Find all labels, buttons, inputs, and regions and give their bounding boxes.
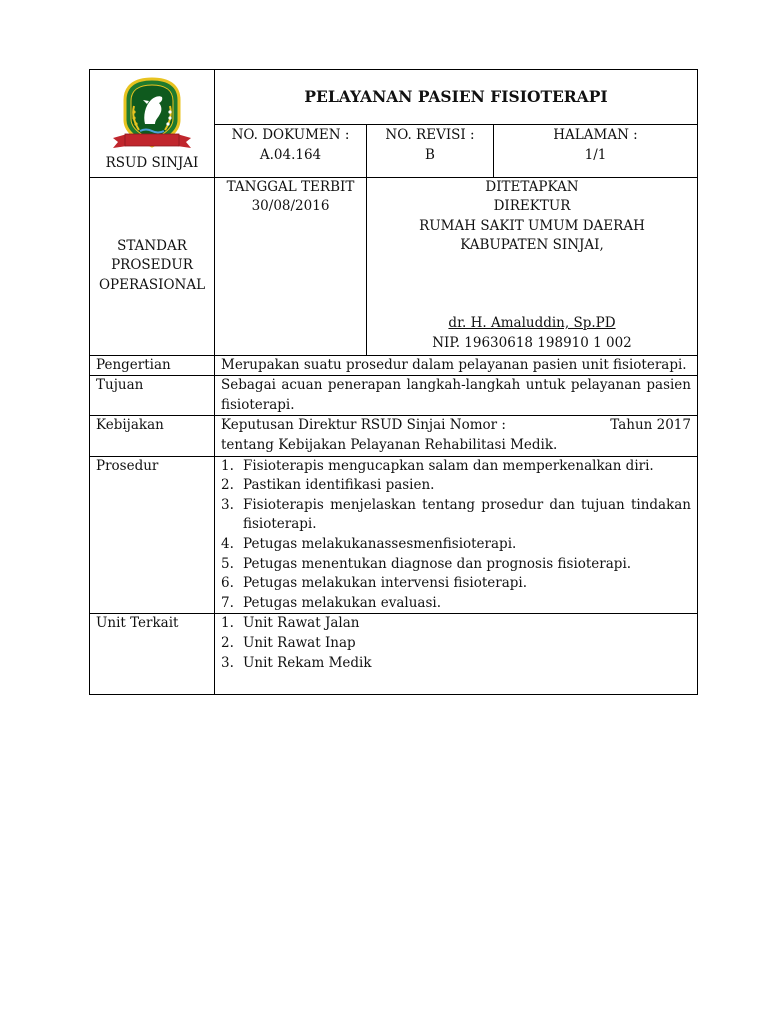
unit-item: 2. Unit Rawat Inap xyxy=(221,634,356,651)
approval-cell xyxy=(367,177,698,355)
issue-date-label: TANGGAL TERBIT xyxy=(226,178,355,195)
sop-document xyxy=(89,69,697,695)
approval-line: KABUPATEN SINJAI, xyxy=(460,237,604,254)
spo-line: PROSEDUR xyxy=(111,257,193,274)
spo-line: STANDAR xyxy=(117,237,187,254)
issue-date-cell xyxy=(215,177,367,355)
rsud-sinjai-logo xyxy=(107,76,197,152)
approval-line: RUMAH SAKIT UMUM DAERAH xyxy=(419,217,645,234)
approval-line: DITETAPKAN xyxy=(485,178,579,195)
procedure-step: 2. Pastikan identifikasi pasien. xyxy=(221,477,435,494)
spo-cell xyxy=(90,177,215,355)
doc-number-cell xyxy=(215,125,367,178)
revision-label: NO. REVISI : xyxy=(385,127,475,143)
unit-list xyxy=(221,614,691,673)
revision-value: B xyxy=(425,146,435,163)
section-text-unit-terkait xyxy=(215,614,698,695)
procedure-step: 7. Petugas melakukan evaluasi. xyxy=(221,594,442,611)
procedure-step: 5. Petugas menentukan diagnose dan prognosis fisioterapi. xyxy=(221,555,632,572)
issue-date: 30/08/2016 xyxy=(251,198,330,215)
hospital-name: RSUD SINJAI xyxy=(105,155,199,171)
page-value: 1/1 xyxy=(584,146,607,163)
spo-line: OPERASIONAL xyxy=(98,276,206,293)
revision-cell xyxy=(367,125,494,178)
section-label-tujuan: Tujuan xyxy=(90,376,215,416)
kebijakan-line-2: tentang Kebijakan Pelayanan Rehabilitasi Medik. xyxy=(221,436,558,453)
section-label-kebijakan: Kebijakan xyxy=(90,416,215,456)
kebijakan-line-1 xyxy=(221,416,691,436)
section-label-unit-terkait: Unit Terkait xyxy=(90,614,215,695)
section-text-kebijakan xyxy=(215,416,698,456)
section-label-pengertian: Pengertian xyxy=(90,355,215,376)
approval-line: DIREKTUR xyxy=(493,198,571,215)
sop-table xyxy=(89,69,698,695)
section-text-prosedur xyxy=(215,456,698,614)
procedure-step: 6. Petugas melakukan intervensi fisioterapi. xyxy=(221,575,528,592)
section-label-prosedur: Prosedur xyxy=(90,456,215,614)
signer-name: dr. H. Amaluddin, Sp.PD xyxy=(448,314,616,331)
page-label: HALAMAN : xyxy=(553,127,638,143)
signer-nip: NIP. 19630618 198910 1 002 xyxy=(432,334,632,351)
procedure-list xyxy=(221,457,691,614)
logo-cell xyxy=(90,70,215,178)
section-text-pengertian: Merupakan suatu prosedur dalam pelayanan pasien unit fisioterapi. xyxy=(215,355,698,376)
doc-number: A.04.164 xyxy=(259,146,322,163)
procedure-step: 1. Fisioterapis mengucapkan salam dan memperkenalkan diri. xyxy=(221,457,654,474)
unit-item: 1. Unit Rawat Jalan xyxy=(221,615,360,632)
procedure-step: 3. Fisioterapis menjelaskan tentang prosedur dan tujuan tindakan fisioterapi. xyxy=(221,496,691,533)
unit-item: 3. Unit Rekam Medik xyxy=(221,654,372,671)
doc-number-label: NO. DOKUMEN : xyxy=(231,127,350,143)
page-cell xyxy=(494,125,698,178)
section-text-tujuan: Sebagai acuan penerapan langkah-langkah untuk pelayanan pasien fisioterapi. xyxy=(215,376,698,416)
procedure-step: 4. Petugas melakukanassesmenfisioterapi. xyxy=(221,535,517,552)
kebijakan-year: Tahun 2017 xyxy=(610,417,691,434)
kebijakan-decree: Keputusan Direktur RSUD Sinjai Nomor : xyxy=(221,417,506,434)
document-title: PELAYANAN PASIEN FISIOTERAPI xyxy=(215,70,698,125)
